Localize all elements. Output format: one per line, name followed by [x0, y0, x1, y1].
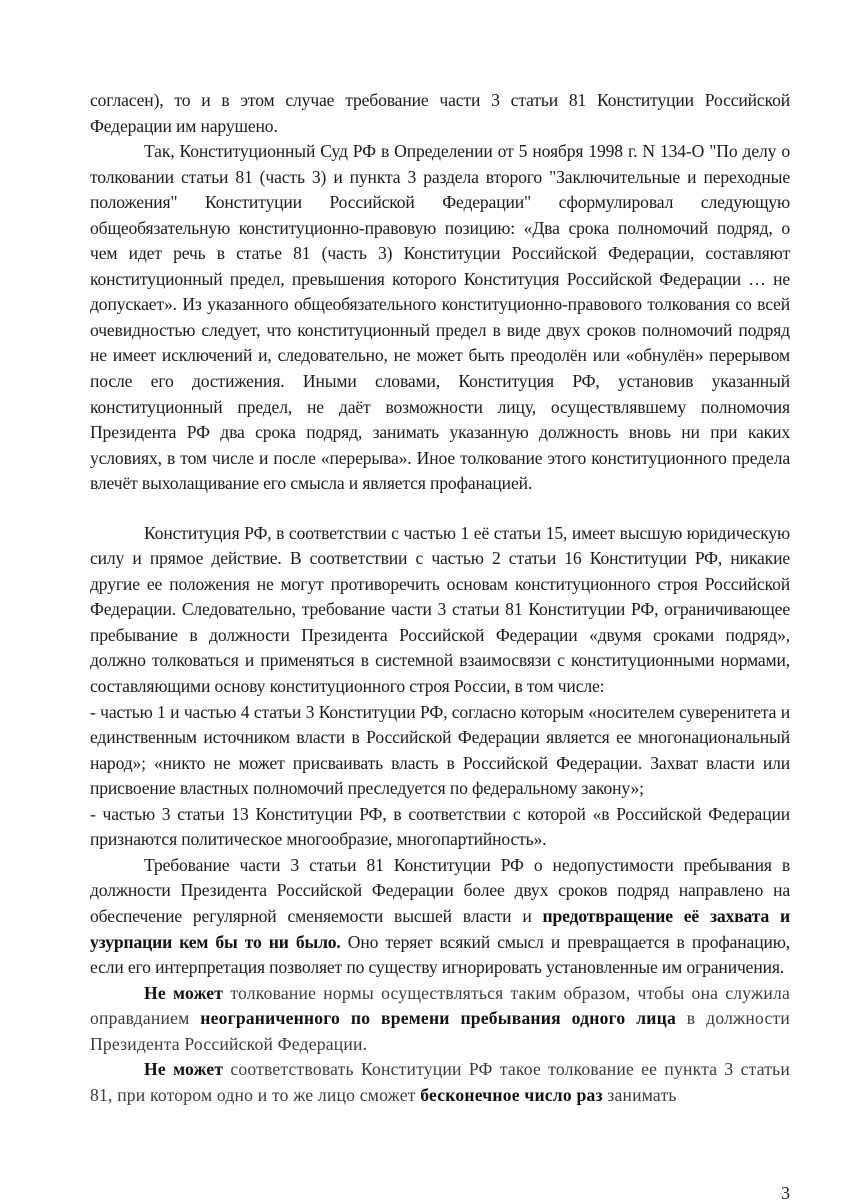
bold-text-run: Не может	[144, 1059, 224, 1080]
text-run: занимать	[602, 1084, 677, 1105]
text-run: соответствовать Конституции РФ такое толкование ее пункта 3 статьи 81, при котором одно и то же лицо сможет	[90, 1059, 790, 1105]
bold-text-run: неограниченного по времени пребывания одного лица	[200, 1008, 676, 1029]
list-item-article-3	[90, 700, 790, 802]
text-run: Так, Конституционный Суд РФ в Определении от 5 ноября 1998 г. N 134-О "По делу о толковании статьи 81 (часть 3) и пункта 3 раздела второго "Заключительные и переходные положения" Конституции Российской Федерации" сформулировал следующую общеобязательную конституционно-правовую позицию: «Два срока полномочий подряд, о чем идет речь в статье 81 (часть 3) Конституции Российской Федерации, составляют конституционный предел, превышения которого Конституция Российской Федерации … не допускает». Из указанного общеобязательного конституционно-правового толкования со всей очевидностью следует, что конституционный предел в виде двух сроков полномочий подряд не имеет исключений и, следовательно, не может быть преодолён или «обнулён» перерывом после его достижения. Иными словами, Конституция РФ, установив указанный конституционный предел, не даёт возможности лицу, осуществлявшему полномочия Президента РФ два срока подряд, занимать указанную должность вновь ни при каких условиях, в том числе и после «перерыва». Иное толкование этого конституционного предела влечёт выхолащивание его смысла и является профанацией.	[90, 141, 790, 494]
text-run: - частью 3 статьи 13 Конституции РФ, в соответствии с которой «в Российской Федерации признаются политическое многообразие, многопартийность».	[90, 803, 790, 850]
paragraph-7-interpretation-limit	[90, 981, 790, 1058]
bold-text-run: бесконечное число раз	[420, 1084, 603, 1105]
text-run: толкование нормы осуществляться таким образом, чтобы она служила оправданием	[90, 982, 790, 1029]
text-run: согласен), то и в этом случае требование части 3 статьи 81 Конституции Российской Федерации им нарушено.	[90, 90, 790, 136]
list-item-article-13	[90, 802, 790, 853]
text-run: Конституция РФ, в соответствии с частью 1 её статьи 15, имеет высшую юридическую силу и прямое действие. В соответствии с частью 2 статьи 16 Конституции РФ, никакие другие ее положения не могут противоречить основам конституционного строя Российской Федерации. Следовательно, требование части 3 статьи 81 Конституции РФ, ограничивающее пребывание в должности Президента Российской Федерации «двумя сроками подряд», должно толковаться и применяться в системной взаимосвязи с конституционными нормами, составляющими основу конституционного строя России, в том числе:	[90, 522, 790, 697]
page-number: 3	[781, 1183, 790, 1203]
text-run: Требование части 3 статьи 81 Конституции РФ о недопустимости пребывания в должности Президента Российской Федерации более двух сроков подряд направлено на обеспечение регулярной сменяемости высшей власти и	[90, 854, 790, 926]
paragraph-8-unlimited-terms	[90, 1057, 790, 1108]
paragraph-3-constitution-supremacy	[90, 521, 790, 700]
bold-text-run: Не может	[144, 982, 224, 1003]
paragraph-6-term-limit-purpose	[90, 853, 790, 981]
document-page	[90, 88, 790, 1108]
paragraph-2-court-ruling	[90, 139, 790, 497]
text-run: в должности Президента Российской Федерации.	[90, 1008, 790, 1054]
paragraph-1	[90, 88, 790, 139]
bold-text-run: предотвращение её захвата и узурпации кем бы то ни было.	[90, 905, 790, 952]
text-run: Оно теряет всякий смысл и превращается в профанацию, если его интерпретация позволяет по существу игнорировать установленные им ограничения.	[90, 931, 790, 978]
text-run: - частью 1 и частью 4 статьи 3 Конституции РФ, согласно которым «носителем суверенитета и единственным источником власти в Российской Федерации является ее многонациональный народ»; «никто не может присваивать власть в Российской Федерации. Захват власти или присвоение властных полномочий преследуется по федеральному закону»;	[90, 701, 790, 799]
